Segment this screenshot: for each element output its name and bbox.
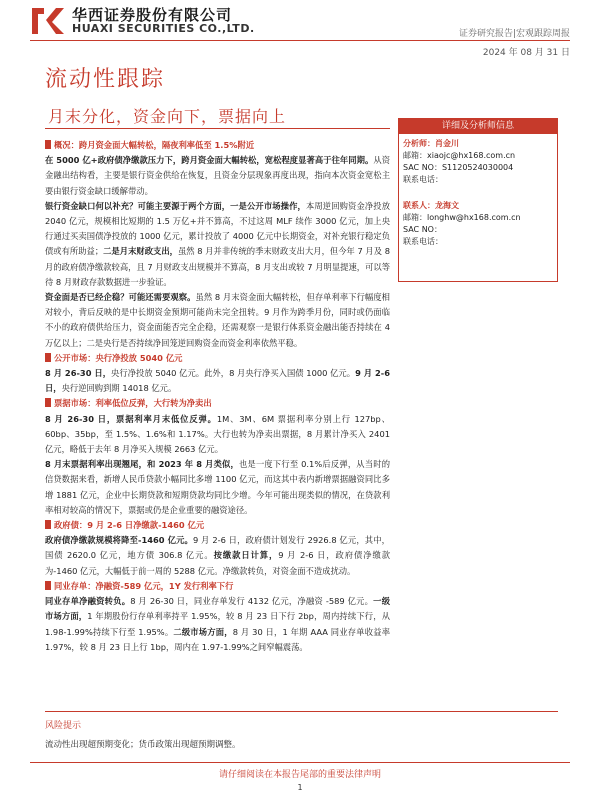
main-content xyxy=(45,138,390,655)
company-logo-icon xyxy=(30,6,66,36)
report-title: 流动性跟踪 xyxy=(45,67,166,92)
section-marker-icon xyxy=(45,520,51,529)
section-bill-market-heading: 票据市场：利率低位反弹，大行转为净卖出 xyxy=(45,396,390,411)
section-marker-icon xyxy=(45,140,51,149)
footer-divider xyxy=(30,762,570,763)
paragraph: 在 5000 亿+政府债净缴款压力下，跨月资金面大幅转松，宽松程度显著高于往年同期。从资金融出结构看，主要是银行资金供给在恢复，且资金分层现象再度出现，指向本次资金宽松主要由银行资金缺口缓解带动。 xyxy=(45,155,390,196)
analyst-sac: SAC NO：S1120524030004 xyxy=(403,163,514,172)
report-type: 证券研究报告|宏观跟踪周报 xyxy=(458,29,570,39)
risk-title: 风险提示 xyxy=(45,721,82,731)
report-subtitle: 月末分化，资金向下，票据向上 xyxy=(48,107,287,126)
header-divider xyxy=(30,40,570,41)
page-number: 1 xyxy=(297,783,303,792)
legal-notice: 请仔细阅读在本报告尾部的重要法律声明 xyxy=(218,770,381,780)
section-marker-icon xyxy=(45,398,51,407)
contact-name: 联系人：龙海文 xyxy=(403,201,459,210)
company-name-en: HUAXI SECURITIES CO.,LTD. xyxy=(72,22,255,35)
paragraph: 资金面是否已经企稳？可能还需要观察。虽然 8 月末资金面大幅转松，但存单利率下行幅度相对较小，背后反映的是中长期资金预期可能尚未完全扭转。9 月作为跨季月份，同时或仍面临不小的政府债供给压力，资金面能否完全企稳，还需观察一是银行体系资金融出能否持续在 4 万亿以上；二是央行是否持续净回笼逆回购资金而资金利率依然平稳。 xyxy=(45,292,390,348)
paragraph: 同业存单净融资转负。8 月 26-30 日，同业存单发行 4132 亿元，净融资 -589 亿元。一级市场方面，1 年期股份行存单利率持平 1.95%，较 8 月 23 日下行 2bp，周内持续下行，从 1.98-1.99%持续下行至 1.95%。二级市场方面，8 月 30 日，1 年期 AAA 同业存单收益率 1.97%，较 8 月 23 日上行 1bp，周内在 1.97-1.99%之间窄幅震荡。 xyxy=(45,596,390,652)
analyst-info-panel xyxy=(398,118,558,282)
paragraph: 政府债净缴款规模将降至-1460 亿元。9 月 2-6 日，政府债计划发行 2926.8 亿元，其中，国债 2620.0 亿元，地方债 306.8 亿元。按缴款日计算，9 月 2-6 日，政府债净缴款为-1460 亿元，大幅低于前一周的 5288 亿元。净缴款转负，对资金面不造成扰动。 xyxy=(45,535,390,576)
title-divider xyxy=(45,128,390,129)
contact-sac: SAC NO： xyxy=(403,225,442,234)
section-overview-heading: 概况：跨月资金面大幅转松，隔夜利率低至 1.5%附近 xyxy=(45,138,390,153)
analyst-email[interactable]: 邮箱：xiaojc@hx168.com.cn xyxy=(403,151,516,160)
company-name-cn: 华西证券股份有限公司 xyxy=(72,6,233,24)
analyst-info-body xyxy=(398,134,558,282)
section-marker-icon xyxy=(45,581,51,590)
risk-text: 流动性出现超预期变化；货币政策出现超预期调整。 xyxy=(45,740,241,750)
analyst-info-header: 详细及分析师信息 xyxy=(398,118,558,134)
contact-phone: 联系电话： xyxy=(403,237,443,246)
spacer xyxy=(403,186,553,200)
section-ncd-heading: 同业存单：净融资-589 亿元，1Y 发行利率下行 xyxy=(45,579,390,594)
paragraph: 8 月 26-30 日，央行净投放 5040 亿元。此外，8 月央行净买入国债 1000 亿元。9 月 2-6 日，央行逆回购到期 14018 亿元。 xyxy=(45,368,390,394)
contact-email[interactable]: 邮箱：longhw@hx168.com.cn xyxy=(403,213,521,222)
section-open-market-heading: 公开市场：央行净投放 5040 亿元 xyxy=(45,351,390,366)
paragraph: 银行资金缺口何以补充？可能主要源于两个方面，一是公开市场操作，本周逆回购资金净投放 2040 亿元，规模相比短期的 1.5 万亿+并不算高，不过这周 MLF 续作 3000 亿元，加上央行通过买卖国债净投放的 1000 亿元，累计投放了 4000 亿元中长期资金，对补充银行稳定负债或有所助益；二是月末财政支出，虽然 8 月并非传统的季末财政支出大月，但今年 7 月及 8 月的政府债净缴款较高，且 7 月财政支出规模并不算高，8 月支出或较 7 月明显提速，可以等待 8 月财政存款数据进一步验证。 xyxy=(45,200,390,287)
analyst-name: 分析师：肖金川 xyxy=(403,139,459,148)
analyst-phone: 联系电话： xyxy=(403,175,443,184)
risk-divider xyxy=(45,711,558,712)
paragraph: 8 月末票据利率出现翘尾，和 2023 年 8 月类似，也是一度下行至 0.1%后反弹，从当时的信贷数据来看，新增人民币贷款小幅同比多增 1100 亿元，而这其中表内新增票据融资同比多增 1881 亿元，企业中长期贷款和短期贷款均同比少增。今年可能出现类似的情况，在贷款利率相对较高的情况下，票据或仍是企业重要的融资途径。 xyxy=(45,459,391,515)
paragraph: 8 月 26-30 日，票据利率月末低位反弹。1M、3M、6M 票据利率分别上行 127bp、60bp、35bp，至 1.5%、1.6%和 1.17%。大行也转为净卖出票据，8 月累计净买入 2401 亿元，略低于去年 8 月净买入规模 2663 亿元。 xyxy=(45,413,390,455)
section-gov-bond-heading: 政府债：9 月 2-6 日净缴款-1460 亿元 xyxy=(45,518,390,533)
report-date: 2024 年 08 月 31 日 xyxy=(482,48,570,58)
section-marker-icon xyxy=(45,353,51,362)
